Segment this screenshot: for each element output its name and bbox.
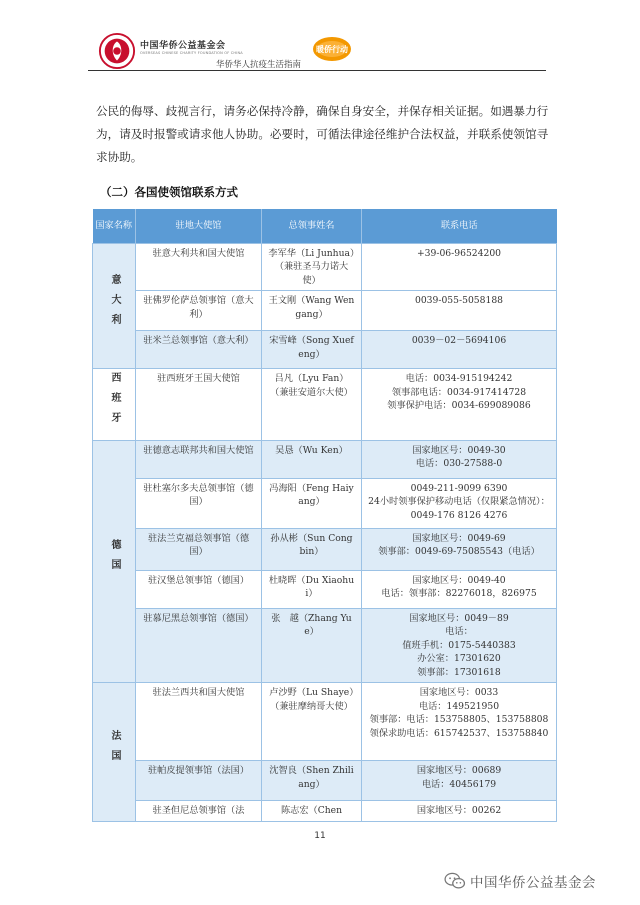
mission-cell: 驻汉堡总领事馆（德国）	[136, 570, 262, 608]
mission-cell: 驻德意志联邦共和国大使馆	[136, 440, 262, 478]
table-row	[93, 608, 557, 683]
contact-cell: 0049-211-9099 6390 24小时领事保护移动电话（仅限紧急情况）：0049-176 8126 4276	[362, 478, 557, 528]
contact-cell: 国家地区号：00689 电话：40456179	[362, 761, 557, 801]
mission-cell: 驻米兰总领事馆（意大利）	[136, 331, 262, 369]
country-cell	[93, 243, 136, 369]
table-row	[93, 331, 557, 369]
table-row	[93, 291, 557, 331]
guide-title: 华侨华人抗疫生活指南	[216, 60, 302, 70]
consul-cell: 沈智良（Shen Zhiliang）	[262, 761, 362, 801]
country-cell	[93, 369, 136, 441]
mission-cell: 驻杜塞尔多夫总领事馆（德国）	[136, 478, 262, 528]
table-row	[93, 478, 557, 528]
consul-cell: 吴恳（Wu Ken）	[262, 440, 362, 478]
contact-cell: 国家地区号：0049-40 电话：领事部：82276018，826975	[362, 570, 557, 608]
section-title: （二）各国使领馆联系方式	[100, 185, 238, 199]
header-divider	[88, 70, 546, 71]
embassy-contact-table	[92, 209, 557, 822]
country-cell	[93, 683, 136, 822]
contact-cell: 国家地区号：0049－89 电话： 值班手机：0175-5440383 办公室：17301620 领事部：17301618	[362, 608, 557, 683]
campaign-badge-icon	[312, 36, 352, 62]
contact-cell: 国家地区号：0049-69 领事部：0049-69-75085543（电话）	[362, 528, 557, 570]
contact-cell: 国家地区号：00262	[362, 801, 557, 822]
consul-cell: 陈志宏（Chen	[262, 801, 362, 822]
consul-cell: 张 越（Zhang Yue）	[262, 608, 362, 683]
header-phone: 联系电话	[362, 209, 557, 243]
table-row	[93, 243, 557, 291]
mission-cell: 驻圣但尼总领事馆（法	[136, 801, 262, 822]
org-name-en: OVERSEAS CHINESE CHARITY FOUNDATION OF CHINA	[140, 51, 243, 55]
table-row	[93, 369, 557, 441]
wechat-watermark	[444, 870, 596, 892]
consul-cell: 吕凡（Lyu Fan）（兼驻安道尔大使）	[262, 369, 362, 441]
contact-cell: +39-06-96524200	[362, 243, 557, 291]
page-number: 11	[314, 831, 326, 841]
body-paragraph: 公民的侮辱、歧视言行，请务必保持冷静，确保自身安全，并保存相关证据。如遇暴力行为，请及时报警或请求他人协助。必要时，可循法律途径维护合法权益，并联系使领馆寻求协助。	[96, 104, 549, 164]
mission-cell: 驻西班牙王国大使馆	[136, 369, 262, 441]
table-header-row	[93, 209, 557, 243]
campaign-badge-label: 暖侨行动	[316, 45, 348, 54]
table-row	[93, 528, 557, 570]
contact-cell: 国家地区号：0033 电话：149521950 领事部：电话：153758805、153758808 领保求助电话：615742537、153758840	[362, 683, 557, 761]
foundation-logo-icon	[98, 32, 136, 70]
contact-cell: 0039－02－5694106	[362, 331, 557, 369]
contact-cell: 0039-055-5058188	[362, 291, 557, 331]
table-row	[93, 761, 557, 801]
contact-cell: 电话：0034-915194242 领事部电话：0034-917414728 领事保护电话：0034-699089086	[362, 369, 557, 441]
page-header	[88, 30, 548, 72]
consul-cell: 卢沙野（Lu Shaye）（兼驻摩纳哥大使）	[262, 683, 362, 761]
consul-cell: 李军华（Li Junhua）（兼驻圣马力诺大使）	[262, 243, 362, 291]
header-country: 国家名称	[93, 209, 136, 243]
header-embassy: 驻地大使馆	[136, 209, 262, 243]
consul-cell: 冯海阳（Feng Haiyang）	[262, 478, 362, 528]
table-row	[93, 570, 557, 608]
header-consul: 总领事姓名	[262, 209, 362, 243]
watermark-text: 中国华侨公益基金会	[470, 875, 596, 891]
consul-cell: 宋雪峰（Song Xuefeng）	[262, 331, 362, 369]
consul-cell: 杜晓晖（Du Xiaohui）	[262, 570, 362, 608]
org-name: 中国华侨公益基金会	[140, 41, 226, 51]
country-name: 法国	[109, 729, 120, 770]
table-row	[93, 683, 557, 761]
mission-cell: 驻法兰克福总领事馆（德国）	[136, 528, 262, 570]
mission-cell: 驻法兰西共和国大使馆	[136, 683, 262, 761]
mission-cell: 驻帕皮提领事馆（法国）	[136, 761, 262, 801]
consul-cell: 王文刚（Wang Wengang）	[262, 291, 362, 331]
mission-cell: 驻佛罗伦萨总领事馆（意大利）	[136, 291, 262, 331]
table-row	[93, 440, 557, 478]
wechat-icon	[444, 872, 466, 890]
mission-cell: 驻意大利共和国大使馆	[136, 243, 262, 291]
mission-cell: 驻慕尼黑总领事馆（德国）	[136, 608, 262, 683]
table-row	[93, 801, 557, 822]
contact-cell: 国家地区号：0049-30 电话：030-27588-0	[362, 440, 557, 478]
country-name: 德国	[109, 539, 120, 579]
country-name: 西班牙	[109, 372, 120, 432]
consul-cell: 孙从彬（Sun Congbin）	[262, 528, 362, 570]
country-name: 意大利	[109, 273, 120, 334]
country-cell	[93, 440, 136, 683]
